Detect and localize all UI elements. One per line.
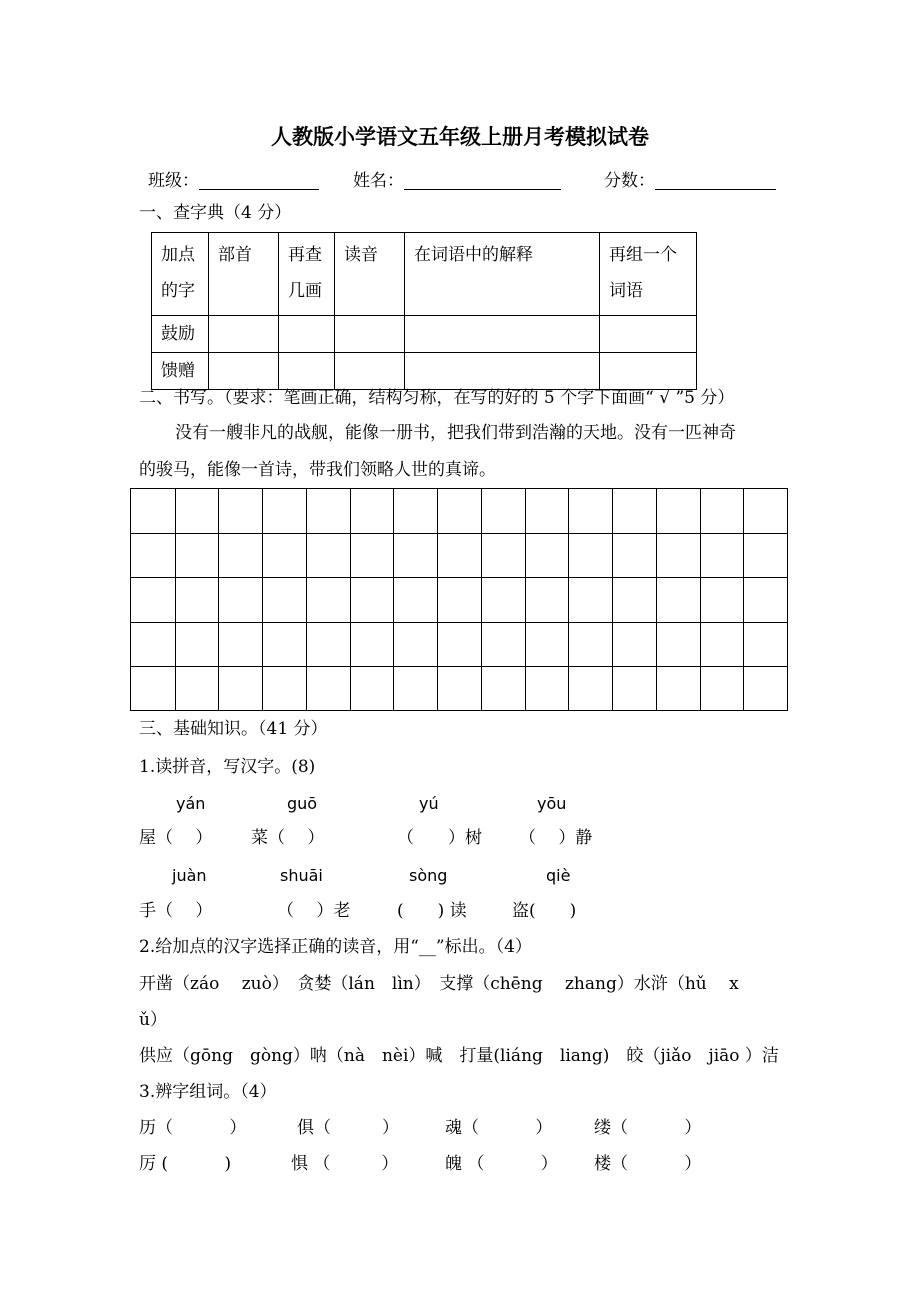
- table-header-cell: 部首: [209, 233, 279, 316]
- passage-line-2: 的骏马，能像一首诗，带我们领略人世的真谛。: [139, 460, 496, 480]
- grid-column-line: [481, 489, 482, 710]
- char-blank[interactable]: 盗( ): [512, 901, 577, 921]
- answer-cell[interactable]: [279, 316, 335, 353]
- pinyin: guō: [287, 794, 318, 813]
- table-header-cell: 在词语中的解释: [405, 233, 600, 316]
- answer-cell[interactable]: [209, 316, 279, 353]
- char-blank[interactable]: （ ）静: [519, 828, 593, 848]
- class-field: [148, 171, 319, 190]
- score-blank[interactable]: [655, 171, 776, 190]
- answer-cell[interactable]: [600, 316, 697, 353]
- grid-column-line: [525, 489, 526, 710]
- word-pair-blank[interactable]: 魂（ ）: [445, 1118, 553, 1138]
- word-pair-blank[interactable]: 俱（ ）: [297, 1118, 399, 1138]
- q2-line-1[interactable]: 开凿（záo zuò） 贪婪（lán lìn） 支撑（chēng zhang）水浒（hǔ x: [139, 974, 739, 994]
- pinyin: qiè: [546, 866, 571, 885]
- section1-heading: 一、查字典（4 分）: [139, 203, 292, 223]
- table-row: [152, 316, 697, 353]
- pinyin: yán: [176, 794, 206, 813]
- section2-heading: 二、书写。（要求：笔画正确，结构匀称，在写的好的 5 个字下面画“ √ ”5 分）: [139, 388, 735, 408]
- answer-cell[interactable]: [209, 353, 279, 390]
- score-label: 分数：: [604, 171, 655, 191]
- table-header-row: [152, 233, 697, 316]
- table-header-cell: 再查 几画: [279, 233, 335, 316]
- passage-line-1: 没有一艘非凡的战舰，能像一册书，把我们带到浩瀚的天地。没有一匹神奇: [175, 423, 736, 443]
- word-cell: 馈赠: [152, 353, 209, 390]
- grid-column-line: [393, 489, 394, 710]
- answer-cell[interactable]: [600, 353, 697, 390]
- answer-cell[interactable]: [405, 316, 600, 353]
- pinyin: yōu: [537, 794, 567, 813]
- answer-cell[interactable]: [405, 353, 600, 390]
- table-header-cell: 读音: [335, 233, 405, 316]
- table-header-cell: 再组一个 词语: [600, 233, 697, 316]
- char-blank[interactable]: 菜（ ）: [251, 828, 325, 848]
- name-blank[interactable]: [404, 171, 561, 190]
- grid-row-line: [131, 622, 787, 623]
- grid-row-line: [131, 577, 787, 578]
- grid-column-line: [700, 489, 701, 710]
- grid-column-line: [656, 489, 657, 710]
- name-field: [353, 171, 561, 190]
- char-blank[interactable]: （ ）树: [397, 828, 482, 848]
- class-label: 班级：: [148, 171, 199, 191]
- grid-column-line: [350, 489, 351, 710]
- grid-column-line: [568, 489, 569, 710]
- word-pair-blank[interactable]: 历（ ）: [139, 1118, 247, 1138]
- grid-column-line: [306, 489, 307, 710]
- grid-row-line: [131, 666, 787, 667]
- grid-column-line: [175, 489, 176, 710]
- grid-column-line: [262, 489, 263, 710]
- score-field: [604, 171, 776, 190]
- answer-cell[interactable]: [279, 353, 335, 390]
- writing-grid[interactable]: [130, 488, 788, 711]
- grid-row-line: [131, 533, 787, 534]
- dictionary-table: [151, 232, 697, 390]
- name-label: 姓名：: [353, 171, 404, 191]
- pinyin: yú: [419, 794, 439, 813]
- q2-line-2[interactable]: 供应（gōng gòng）呐（nà nèi）喊 打量(liáng liang) 皎（jiǎo jiāo ）洁: [139, 1046, 779, 1066]
- word-pair-blank[interactable]: 厉 ( ): [139, 1154, 232, 1174]
- grid-column-line: [612, 489, 613, 710]
- word-pair-blank[interactable]: 惧 （ ）: [291, 1154, 399, 1174]
- page-title: 人教版小学语文五年级上册月考模拟试卷: [271, 124, 649, 149]
- word-cell: 鼓励: [152, 316, 209, 353]
- q3-title: 3.辨字组词。（4）: [139, 1082, 277, 1102]
- table-header-cell: 加点 的字: [152, 233, 209, 316]
- q2-line-1-wrap[interactable]: ǔ）: [139, 1010, 167, 1030]
- class-blank[interactable]: [199, 171, 319, 190]
- char-blank[interactable]: （ ）老: [277, 901, 351, 921]
- char-blank[interactable]: 屋（ ）: [139, 828, 213, 848]
- word-pair-blank[interactable]: 魄 （ ）: [445, 1154, 558, 1174]
- pinyin: sòng: [409, 866, 448, 885]
- grid-column-line: [218, 489, 219, 710]
- pinyin: juàn: [172, 866, 207, 885]
- word-pair-blank[interactable]: 楼（ ）: [594, 1154, 702, 1174]
- answer-cell[interactable]: [335, 316, 405, 353]
- word-pair-blank[interactable]: 缕（ ）: [594, 1118, 702, 1138]
- answer-cell[interactable]: [335, 353, 405, 390]
- table-row: [152, 353, 697, 390]
- section3-heading: 三、基础知识。（41 分）: [139, 719, 328, 739]
- char-blank[interactable]: 手（ ）: [139, 901, 213, 921]
- grid-column-line: [743, 489, 744, 710]
- q1-title: 1.读拼音，写汉字。(8): [139, 757, 316, 777]
- q2-title: 2.给加点的汉字选择正确的读音，用“__”标出。（4）: [139, 937, 532, 957]
- pinyin: shuāi: [280, 866, 323, 885]
- grid-column-line: [437, 489, 438, 710]
- char-blank[interactable]: ( ) 读: [397, 901, 467, 921]
